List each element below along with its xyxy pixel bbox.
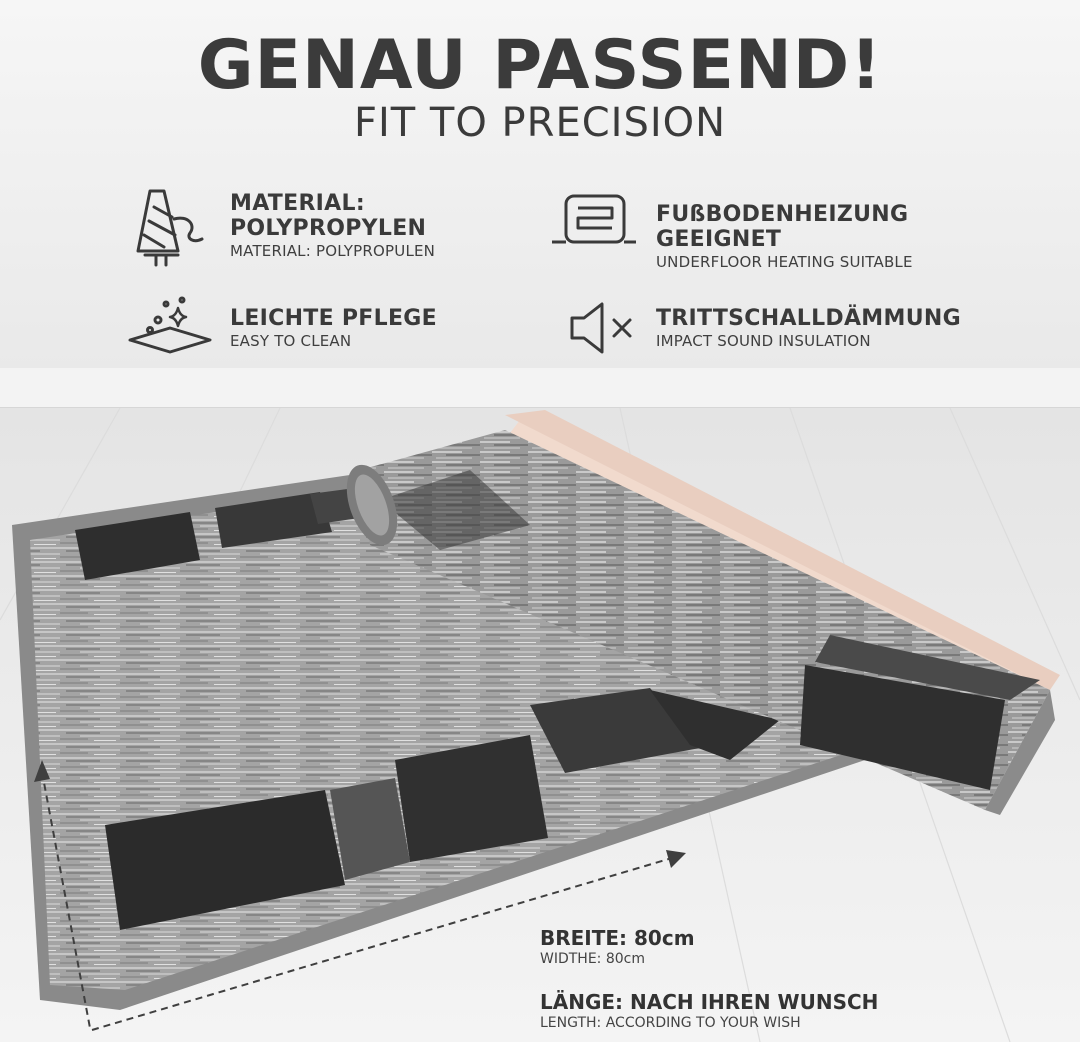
feature-material-title-line2: POLYPROPYLEN <box>230 216 427 241</box>
feature-sound-insulation-subtitle: IMPACT SOUND INSULATION <box>656 332 871 350</box>
baseboard <box>0 368 1080 408</box>
dimension-width <box>540 926 695 968</box>
dimension-width-subtitle: WIDTHE: 80cm <box>540 951 645 967</box>
page-subtitle: FIT TO PRECISION <box>353 100 727 146</box>
feature-floor-heating-title-line2: GEEIGNET <box>656 227 782 252</box>
sparkle-surface-icon <box>128 296 212 358</box>
feature-material-title-line1: MATERIAL: <box>230 191 365 216</box>
feature-sound-insulation-title: TRITTSCHALLDÄMMUNG <box>656 306 961 331</box>
floor-heating-icon <box>550 190 638 254</box>
dimension-length <box>540 990 878 1032</box>
page-title: GENAU PASSEND! <box>197 26 883 105</box>
feature-easy-clean-subtitle: EASY TO CLEAN <box>230 332 352 350</box>
dimension-length-subtitle: LENGTH: ACCORDING TO YOUR WISH <box>540 1015 801 1031</box>
dimension-length-title: LÄNGE: NACH IHREN WUNSCH <box>540 990 879 1014</box>
feature-sound-insulation <box>566 300 996 370</box>
feature-floor-heating-subtitle: UNDERFLOOR HEATING SUITABLE <box>656 253 913 271</box>
dimension-width-title: BREITE: 80cm <box>540 926 695 950</box>
yarn-spool-icon <box>130 185 212 269</box>
feature-easy-clean-title: LEICHTE PFLEGE <box>230 306 437 331</box>
speaker-mute-icon <box>566 300 638 356</box>
feature-material-subtitle: MATERIAL: POLYPROPULEN <box>230 242 436 260</box>
feature-material <box>130 185 530 275</box>
feature-floor-heating-title-line1: FUßBODENHEIZUNG <box>656 202 909 227</box>
feature-floor-heating <box>550 190 970 280</box>
feature-easy-clean <box>128 296 528 366</box>
